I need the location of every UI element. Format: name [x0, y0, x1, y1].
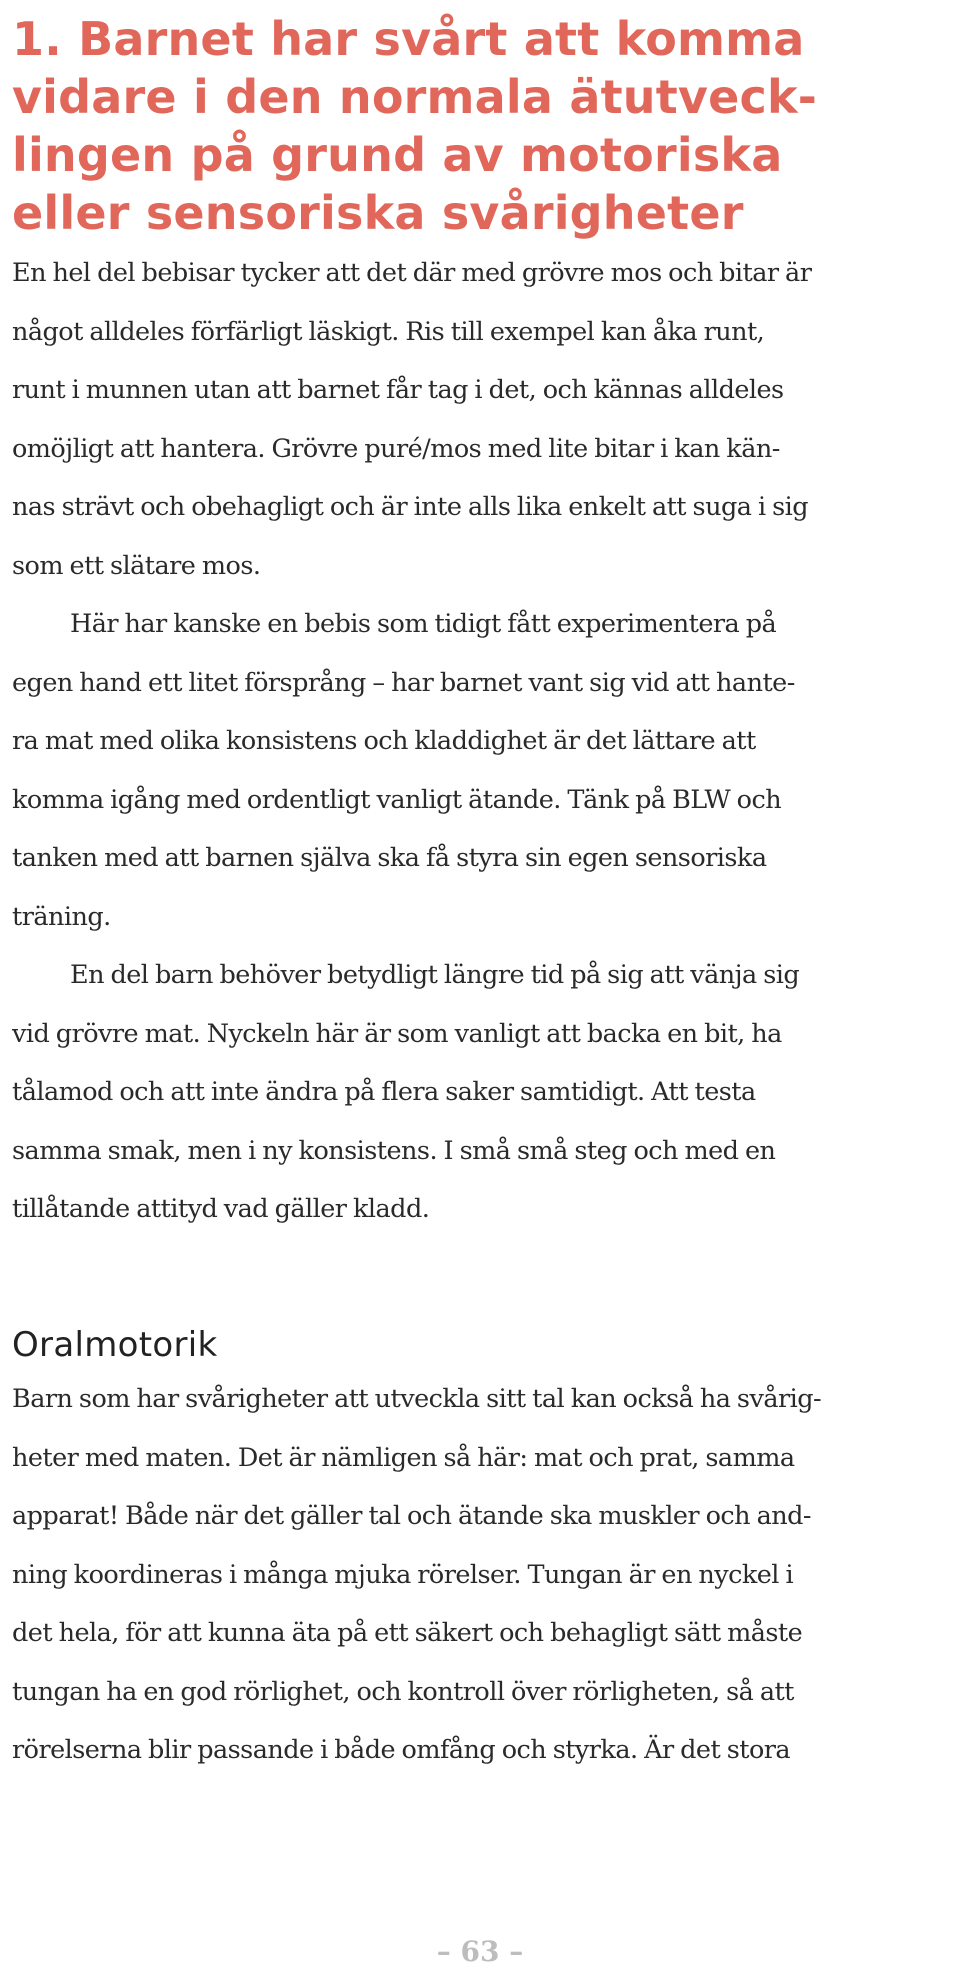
- text-line: apparat! Både när det gäller tal och ätande ska muskler och and-: [12, 1501, 811, 1531]
- text-line: ning koordineras i många mjuka rörelser. Tungan är en nyckel i: [12, 1559, 794, 1590]
- section-heading: [12, 10, 942, 242]
- paragraph-3: [12, 946, 942, 1239]
- text-line: något alldeles förfärligt läskigt. Ris till exempel kan åka runt,: [12, 316, 765, 347]
- text-line: heter med maten. Det är nämligen så här: mat och prat, samma: [12, 1442, 795, 1473]
- text-line: träning.: [12, 901, 111, 932]
- text-line: tungan ha en god rörlighet, och kontroll över rörligheten, så att: [12, 1676, 794, 1707]
- text-line: vid grövre mat. Nyckeln här är som vanligt att backa en bit, ha: [12, 1018, 782, 1049]
- text-line: En hel del bebisar tycker att det där med grövre mos och bitar är: [12, 258, 812, 288]
- text-line: Här har kanske en bebis som tidigt fått experimentera på: [70, 609, 777, 639]
- text-line: nas strävt och obehagligt och är inte alls lika enkelt att suga i sig: [12, 492, 809, 522]
- page-number: – 63 –: [436, 1935, 524, 1968]
- heading-line: vidare i den normala ätutveck-: [12, 70, 818, 124]
- heading-line: 1. Barnet har svårt att komma: [12, 12, 805, 66]
- text-line: det hela, för att kunna äta på ett säkert och behagligt sätt måste: [12, 1618, 803, 1648]
- subheading-oralmotorik: Oralmotorik: [12, 1325, 218, 1365]
- paragraph-1: [12, 244, 942, 595]
- heading-line: lingen på grund av motoriska: [12, 128, 783, 182]
- text-line: runt i munnen utan att barnet får tag i det, och kännas alldeles: [12, 375, 784, 405]
- text-line: tillåtande attityd vad gäller kladd.: [12, 1194, 430, 1224]
- text-line: egen hand ett litet försprång – har barnet vant sig vid att hante-: [12, 667, 795, 698]
- text-line: tanken med att barnen själva ska få styra sin egen sensoriska: [12, 843, 767, 873]
- text-line: rörelserna blir passande i både omfång och styrka. Är det stora: [12, 1735, 791, 1765]
- page: [12, 0, 942, 1765]
- paragraph-2: [12, 595, 942, 946]
- text-line: som ett slätare mos.: [12, 550, 261, 581]
- text-line: samma smak, men i ny konsistens. I små små steg och med en: [12, 1135, 776, 1166]
- paragraph-oralmotorik: [12, 1370, 942, 1780]
- text-line: komma igång med ordentligt vanligt ätande. Tänk på BLW och: [12, 784, 782, 815]
- text-line: En del barn behöver betydligt längre tid på sig att vänja sig: [70, 960, 800, 990]
- text-line: tålamod och att inte ändra på flera saker samtidigt. Att testa: [12, 1077, 756, 1107]
- text-line: Barn som har svårigheter att utveckla sitt tal kan också ha svårig-: [12, 1384, 822, 1414]
- text-line: ra mat med olika konsistens och kladdighet är det lättare att: [12, 726, 756, 756]
- heading-line: eller sensoriska svårigheter: [12, 186, 744, 240]
- text-line: omöjligt att hantera. Grövre puré/mos med lite bitar i kan kän-: [12, 433, 780, 464]
